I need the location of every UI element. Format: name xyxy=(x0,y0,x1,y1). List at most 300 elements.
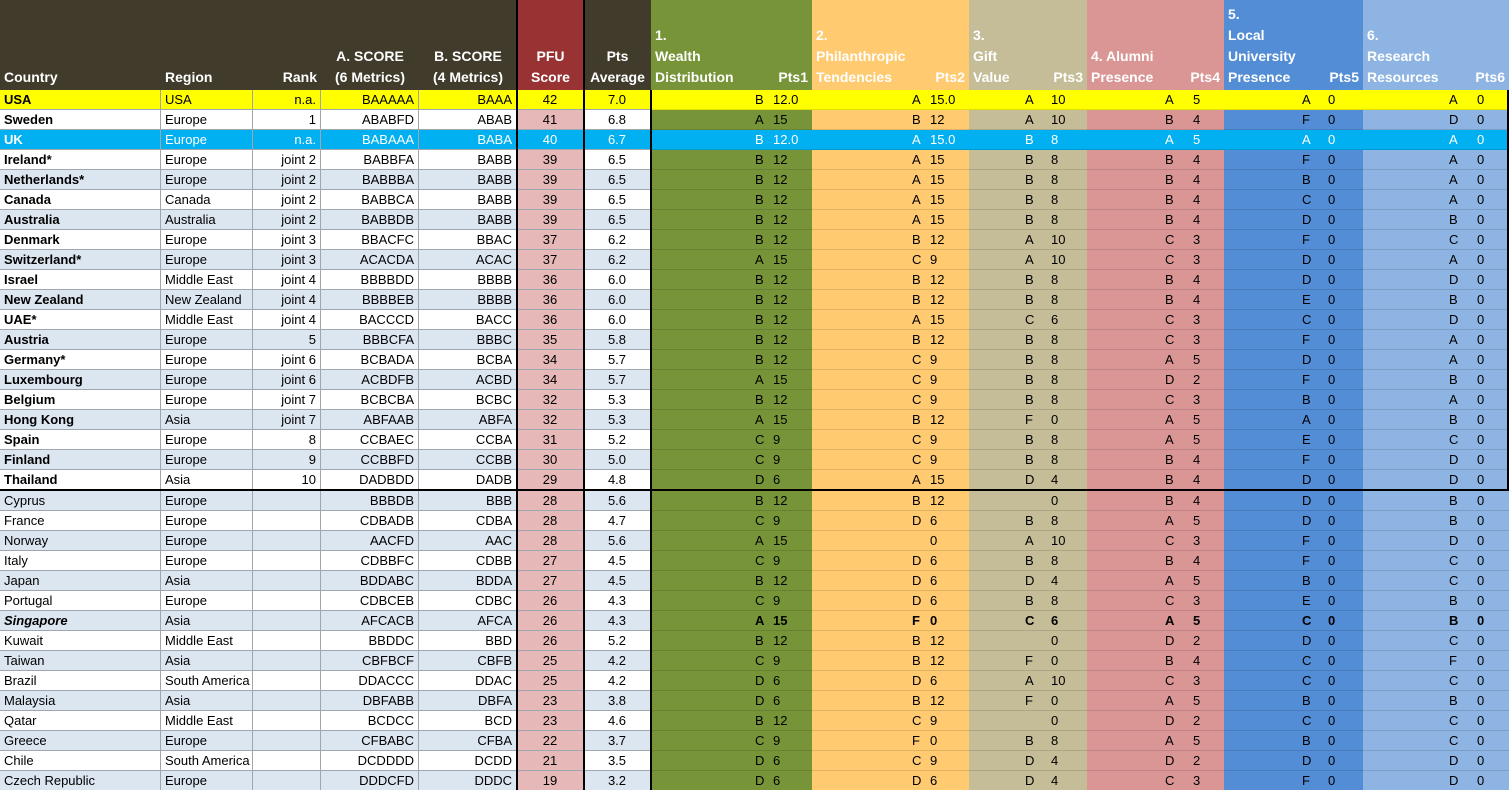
region-cell[interactable]: Asia xyxy=(161,691,253,711)
rank-cell[interactable]: joint 6 xyxy=(253,370,321,390)
local-university-grade[interactable]: C xyxy=(1302,673,1312,688)
score-b-cell[interactable]: CFBA xyxy=(419,731,517,751)
score-b-cell[interactable]: CCBA xyxy=(419,430,517,450)
alumni-grade[interactable]: D xyxy=(1165,633,1175,648)
pfu-score-cell[interactable]: 27 xyxy=(517,551,584,571)
country-cell[interactable]: Portugal xyxy=(0,591,161,611)
research-pts[interactable]: 0 xyxy=(1477,312,1485,327)
philanthropic-grade[interactable]: A xyxy=(912,152,921,167)
research-pts[interactable]: 0 xyxy=(1477,633,1485,648)
philanthropic-grade[interactable]: A xyxy=(912,472,921,487)
score-b-cell[interactable]: BBBC xyxy=(419,330,517,350)
rank-cell[interactable] xyxy=(253,671,321,691)
alumni-pts[interactable]: 5 xyxy=(1193,513,1201,528)
header-score-b[interactable]: B. SCORE (4 Metrics) xyxy=(419,0,517,90)
gift-pts[interactable]: 0 xyxy=(1051,653,1059,668)
gift-pts[interactable]: 8 xyxy=(1051,553,1059,568)
research-pts[interactable]: 0 xyxy=(1477,452,1485,467)
score-a-cell[interactable]: BDDABC xyxy=(321,571,419,591)
local-university-grade[interactable]: D xyxy=(1302,352,1312,367)
region-cell[interactable]: Europe xyxy=(161,491,253,511)
pts-average-cell[interactable]: 3.2 xyxy=(584,771,651,790)
alumni-grade[interactable]: C xyxy=(1165,332,1175,347)
philanthropic-pts[interactable]: 12 xyxy=(930,493,945,508)
score-b-cell[interactable]: BABB xyxy=(419,150,517,170)
gift-pts[interactable]: 0 xyxy=(1051,693,1059,708)
local-university-grade[interactable]: F xyxy=(1302,533,1310,548)
country-cell[interactable]: Brazil xyxy=(0,671,161,691)
gift-grade[interactable] xyxy=(1025,711,1039,731)
research-grade[interactable]: A xyxy=(1449,392,1458,407)
gift-grade[interactable]: B xyxy=(1025,192,1034,207)
pts-average-cell[interactable]: 5.6 xyxy=(584,491,651,511)
philanthropic-pts[interactable]: 15.0 xyxy=(930,132,956,147)
wealth-grade[interactable]: A xyxy=(755,252,764,267)
pfu-score-cell[interactable]: 28 xyxy=(517,511,584,531)
header-gift-value[interactable]: 3. Gift Value Pts3 xyxy=(969,0,1087,90)
research-pts[interactable]: 0 xyxy=(1477,553,1485,568)
gift-grade[interactable]: B xyxy=(1025,172,1034,187)
research-grade[interactable]: B xyxy=(1449,613,1459,628)
research-grade[interactable]: D xyxy=(1449,452,1459,467)
rank-cell[interactable]: joint 2 xyxy=(253,170,321,190)
pfu-score-cell[interactable]: 26 xyxy=(517,591,584,611)
score-a-cell[interactable]: BABBCA xyxy=(321,190,419,210)
research-grade[interactable]: A xyxy=(1449,172,1458,187)
pts-average-cell[interactable]: 6.0 xyxy=(584,270,651,290)
pfu-score-cell[interactable]: 32 xyxy=(517,390,584,410)
region-cell[interactable]: Europe xyxy=(161,390,253,410)
alumni-grade[interactable]: D xyxy=(1165,713,1175,728)
pts-average-cell[interactable]: 6.0 xyxy=(584,290,651,310)
score-a-cell[interactable]: ACACDA xyxy=(321,250,419,270)
research-pts[interactable]: 0 xyxy=(1477,493,1485,508)
philanthropic-pts[interactable]: 12 xyxy=(930,332,945,347)
country-cell[interactable]: Sweden xyxy=(0,110,161,130)
local-university-pts[interactable]: 0 xyxy=(1328,733,1336,748)
gift-grade[interactable]: B xyxy=(1025,272,1034,287)
region-cell[interactable]: Asia xyxy=(161,470,253,490)
alumni-pts[interactable]: 3 xyxy=(1193,533,1201,548)
research-pts[interactable]: 0 xyxy=(1477,653,1485,668)
research-grade[interactable]: B xyxy=(1449,372,1458,387)
wealth-pts[interactable]: 9 xyxy=(773,553,781,568)
gift-grade[interactable]: B xyxy=(1025,372,1034,387)
philanthropic-grade[interactable]: B xyxy=(912,292,921,307)
wealth-pts[interactable]: 12 xyxy=(773,493,788,508)
score-a-cell[interactable]: CCBBFD xyxy=(321,450,419,470)
gift-pts[interactable]: 4 xyxy=(1051,773,1059,788)
score-b-cell[interactable]: BABB xyxy=(419,170,517,190)
alumni-grade[interactable]: C xyxy=(1165,673,1175,688)
pts-average-cell[interactable]: 6.2 xyxy=(584,230,651,250)
research-pts[interactable]: 0 xyxy=(1477,192,1485,207)
local-university-pts[interactable]: 0 xyxy=(1328,633,1336,648)
region-cell[interactable]: New Zealand xyxy=(161,290,253,310)
gift-grade[interactable]: F xyxy=(1025,653,1033,668)
alumni-grade[interactable]: A xyxy=(1165,693,1174,708)
region-cell[interactable]: Europe xyxy=(161,551,253,571)
research-pts[interactable]: 0 xyxy=(1477,613,1485,628)
philanthropic-grade[interactable]: C xyxy=(912,753,922,768)
alumni-pts[interactable]: 2 xyxy=(1193,753,1201,768)
rank-cell[interactable] xyxy=(253,771,321,790)
pts-average-cell[interactable]: 5.2 xyxy=(584,430,651,450)
local-university-pts[interactable]: 0 xyxy=(1328,272,1336,287)
gift-pts[interactable]: 10 xyxy=(1051,232,1066,247)
region-cell[interactable]: Europe xyxy=(161,771,253,790)
local-university-grade[interactable]: E xyxy=(1302,432,1311,447)
wealth-grade[interactable]: B xyxy=(755,332,764,347)
research-pts[interactable]: 0 xyxy=(1477,412,1485,427)
score-a-cell[interactable]: BABBFA xyxy=(321,150,419,170)
alumni-pts[interactable]: 5 xyxy=(1193,432,1201,447)
score-a-cell[interactable]: ABFAAB xyxy=(321,410,419,430)
score-b-cell[interactable]: BABB xyxy=(419,210,517,230)
research-grade[interactable]: D xyxy=(1449,533,1459,548)
gift-grade[interactable]: A xyxy=(1025,673,1034,688)
gift-pts[interactable]: 0 xyxy=(1051,493,1059,508)
pfu-score-cell[interactable]: 26 xyxy=(517,631,584,651)
philanthropic-pts[interactable]: 12 xyxy=(930,653,945,668)
research-grade[interactable]: D xyxy=(1449,773,1459,788)
region-cell[interactable]: Europe xyxy=(161,591,253,611)
local-university-grade[interactable]: C xyxy=(1302,312,1312,327)
score-b-cell[interactable]: ABAB xyxy=(419,110,517,130)
research-grade[interactable]: B xyxy=(1449,292,1458,307)
wealth-pts[interactable]: 15 xyxy=(773,112,788,127)
philanthropic-grade[interactable]: B xyxy=(912,633,921,648)
research-pts[interactable]: 0 xyxy=(1477,352,1485,367)
philanthropic-pts[interactable]: 9 xyxy=(930,452,938,467)
country-cell[interactable]: Denmark xyxy=(0,230,161,250)
country-cell[interactable]: Chile xyxy=(0,751,161,771)
philanthropic-grade[interactable]: C xyxy=(912,352,922,367)
pts-average-cell[interactable]: 6.5 xyxy=(584,210,651,230)
gift-grade[interactable]: B xyxy=(1025,212,1034,227)
pfu-score-cell[interactable]: 28 xyxy=(517,531,584,551)
philanthropic-grade[interactable]: A xyxy=(912,212,921,227)
local-university-pts[interactable]: 0 xyxy=(1328,553,1336,568)
pfu-score-cell[interactable]: 26 xyxy=(517,611,584,631)
alumni-pts[interactable]: 3 xyxy=(1193,673,1201,688)
gift-grade[interactable]: C xyxy=(1025,613,1035,628)
header-pts-average[interactable]: Pts Average xyxy=(584,0,651,90)
pfu-score-cell[interactable]: 25 xyxy=(517,671,584,691)
pfu-score-cell[interactable]: 29 xyxy=(517,470,584,490)
research-pts[interactable]: 0 xyxy=(1477,392,1485,407)
score-a-cell[interactable]: CBFBCF xyxy=(321,651,419,671)
rank-cell[interactable] xyxy=(253,611,321,631)
philanthropic-grade[interactable]: B xyxy=(912,112,921,127)
research-grade[interactable]: D xyxy=(1449,472,1459,487)
alumni-pts[interactable]: 4 xyxy=(1193,653,1201,668)
local-university-grade[interactable]: F xyxy=(1302,232,1310,247)
local-university-pts[interactable]: 0 xyxy=(1328,472,1336,487)
pfu-score-cell[interactable]: 39 xyxy=(517,150,584,170)
score-b-cell[interactable]: BACC xyxy=(419,310,517,330)
research-pts[interactable]: 0 xyxy=(1477,432,1485,447)
philanthropic-grade[interactable]: B xyxy=(912,693,921,708)
wealth-grade[interactable]: C xyxy=(755,553,765,568)
wealth-grade[interactable]: B xyxy=(755,573,764,588)
score-a-cell[interactable]: AACFD xyxy=(321,531,419,551)
pts-average-cell[interactable]: 6.2 xyxy=(584,250,651,270)
rank-cell[interactable]: 1 xyxy=(253,110,321,130)
gift-grade[interactable]: B xyxy=(1025,553,1034,568)
wealth-grade[interactable]: B xyxy=(755,352,764,367)
alumni-grade[interactable]: A xyxy=(1165,352,1174,367)
alumni-pts[interactable]: 4 xyxy=(1193,272,1201,287)
wealth-pts[interactable]: 12 xyxy=(773,212,788,227)
pfu-score-cell[interactable]: 41 xyxy=(517,110,584,130)
philanthropic-grade[interactable]: D xyxy=(912,573,922,588)
score-b-cell[interactable]: CBFB xyxy=(419,651,517,671)
header-rank[interactable]: Rank xyxy=(253,0,321,90)
philanthropic-grade[interactable]: A xyxy=(912,92,921,107)
local-university-grade[interactable]: B xyxy=(1302,733,1311,748)
philanthropic-pts[interactable]: 0 xyxy=(930,733,938,748)
research-grade[interactable]: C xyxy=(1449,733,1459,748)
local-university-grade[interactable]: D xyxy=(1302,633,1312,648)
wealth-grade[interactable]: A xyxy=(755,533,764,548)
research-grade[interactable]: A xyxy=(1449,332,1458,347)
region-cell[interactable]: Europe xyxy=(161,330,253,350)
local-university-grade[interactable]: D xyxy=(1302,493,1312,508)
research-grade[interactable]: C xyxy=(1449,713,1459,728)
local-university-pts[interactable]: 0 xyxy=(1328,92,1336,107)
local-university-grade[interactable]: F xyxy=(1302,152,1310,167)
rank-cell[interactable] xyxy=(253,631,321,651)
country-cell[interactable]: USA xyxy=(0,90,161,110)
gift-pts[interactable]: 8 xyxy=(1051,272,1059,287)
alumni-grade[interactable]: B xyxy=(1165,112,1174,127)
score-a-cell[interactable]: ABABFD xyxy=(321,110,419,130)
research-grade[interactable]: D xyxy=(1449,312,1459,327)
gift-grade[interactable]: D xyxy=(1025,773,1035,788)
region-cell[interactable]: Europe xyxy=(161,450,253,470)
local-university-pts[interactable]: 0 xyxy=(1328,392,1336,407)
research-grade[interactable]: D xyxy=(1449,272,1459,287)
philanthropic-pts[interactable]: 15 xyxy=(930,192,945,207)
local-university-grade[interactable]: C xyxy=(1302,613,1312,628)
country-cell[interactable]: Israel xyxy=(0,270,161,290)
alumni-grade[interactable]: A xyxy=(1165,92,1174,107)
wealth-pts[interactable]: 15 xyxy=(773,412,788,427)
alumni-grade[interactable]: B xyxy=(1165,172,1174,187)
score-a-cell[interactable]: BCDCC xyxy=(321,711,419,731)
gift-pts[interactable]: 10 xyxy=(1051,112,1066,127)
score-a-cell[interactable]: CCBAEC xyxy=(321,430,419,450)
rank-cell[interactable]: joint 2 xyxy=(253,150,321,170)
local-university-grade[interactable]: F xyxy=(1302,773,1310,788)
wealth-pts[interactable]: 12 xyxy=(773,292,788,307)
research-pts[interactable]: 0 xyxy=(1477,513,1485,528)
country-cell[interactable]: Canada xyxy=(0,190,161,210)
score-a-cell[interactable]: BBDDC xyxy=(321,631,419,651)
local-university-grade[interactable]: B xyxy=(1302,693,1311,708)
score-b-cell[interactable]: BCBC xyxy=(419,390,517,410)
research-pts[interactable]: 0 xyxy=(1477,733,1485,748)
alumni-grade[interactable]: A xyxy=(1165,412,1174,427)
gift-pts[interactable]: 4 xyxy=(1051,573,1059,588)
local-university-pts[interactable]: 0 xyxy=(1328,132,1336,147)
wealth-grade[interactable]: B xyxy=(755,192,764,207)
region-cell[interactable]: Europe xyxy=(161,511,253,531)
local-university-grade[interactable]: E xyxy=(1302,292,1311,307)
pts-average-cell[interactable]: 4.5 xyxy=(584,571,651,591)
local-university-pts[interactable]: 0 xyxy=(1328,312,1336,327)
wealth-pts[interactable]: 15 xyxy=(773,372,788,387)
pfu-score-cell[interactable]: 39 xyxy=(517,210,584,230)
local-university-pts[interactable]: 0 xyxy=(1328,332,1336,347)
philanthropic-grade[interactable]: A xyxy=(912,312,921,327)
wealth-grade[interactable]: A xyxy=(755,372,764,387)
local-university-grade[interactable]: D xyxy=(1302,252,1312,267)
score-a-cell[interactable]: BACCCD xyxy=(321,310,419,330)
pts-average-cell[interactable]: 5.7 xyxy=(584,370,651,390)
pts-average-cell[interactable]: 4.6 xyxy=(584,711,651,731)
pts-average-cell[interactable]: 5.0 xyxy=(584,450,651,470)
country-cell[interactable]: Cyprus xyxy=(0,491,161,511)
country-cell[interactable]: Hong Kong xyxy=(0,410,161,430)
rank-cell[interactable] xyxy=(253,511,321,531)
local-university-grade[interactable]: B xyxy=(1302,573,1311,588)
alumni-pts[interactable]: 3 xyxy=(1193,593,1201,608)
local-university-grade[interactable]: D xyxy=(1302,472,1312,487)
gift-grade[interactable]: D xyxy=(1025,753,1035,768)
score-b-cell[interactable]: BABA xyxy=(419,130,517,150)
research-pts[interactable]: 0 xyxy=(1477,713,1485,728)
score-a-cell[interactable]: BBBBEB xyxy=(321,290,419,310)
score-b-cell[interactable]: DADB xyxy=(419,470,517,490)
gift-grade[interactable]: B xyxy=(1025,733,1034,748)
country-cell[interactable]: Singapore xyxy=(0,611,161,631)
header-philanthropic-tendencies[interactable]: 2. Philanthropic Tendencies Pts2 xyxy=(812,0,969,90)
wealth-grade[interactable]: C xyxy=(755,733,765,748)
score-a-cell[interactable]: BBBCFA xyxy=(321,330,419,350)
gift-grade[interactable]: D xyxy=(1025,472,1035,487)
alumni-pts[interactable]: 5 xyxy=(1193,733,1201,748)
score-a-cell[interactable]: DDACCC xyxy=(321,671,419,691)
alumni-pts[interactable]: 5 xyxy=(1193,693,1201,708)
rank-cell[interactable]: joint 3 xyxy=(253,230,321,250)
gift-pts[interactable]: 8 xyxy=(1051,152,1059,167)
local-university-pts[interactable]: 0 xyxy=(1328,693,1336,708)
score-b-cell[interactable]: DDDC xyxy=(419,771,517,790)
wealth-pts[interactable]: 9 xyxy=(773,452,781,467)
rank-cell[interactable] xyxy=(253,751,321,771)
pts-average-cell[interactable]: 6.0 xyxy=(584,310,651,330)
philanthropic-grade[interactable]: D xyxy=(912,773,922,788)
philanthropic-pts[interactable]: 12 xyxy=(930,112,945,127)
gift-pts[interactable]: 8 xyxy=(1051,352,1059,367)
wealth-pts[interactable]: 12 xyxy=(773,573,788,588)
wealth-grade[interactable]: A xyxy=(755,412,764,427)
country-cell[interactable]: Finland xyxy=(0,450,161,470)
local-university-pts[interactable]: 0 xyxy=(1328,593,1336,608)
research-grade[interactable]: B xyxy=(1449,693,1458,708)
alumni-grade[interactable]: C xyxy=(1165,312,1175,327)
score-a-cell[interactable]: BAAAAA xyxy=(321,90,419,110)
gift-grade[interactable]: A xyxy=(1025,92,1034,107)
gift-pts[interactable]: 6 xyxy=(1051,613,1059,628)
local-university-grade[interactable]: D xyxy=(1302,753,1312,768)
gift-grade[interactable]: C xyxy=(1025,312,1035,327)
score-b-cell[interactable]: CCBB xyxy=(419,450,517,470)
philanthropic-grade[interactable]: D xyxy=(912,593,922,608)
wealth-pts[interactable]: 6 xyxy=(773,693,781,708)
country-cell[interactable]: Germany* xyxy=(0,350,161,370)
score-a-cell[interactable]: DCDDDD xyxy=(321,751,419,771)
pfu-score-cell[interactable]: 30 xyxy=(517,450,584,470)
research-pts[interactable]: 0 xyxy=(1477,472,1485,487)
local-university-grade[interactable]: C xyxy=(1302,192,1312,207)
philanthropic-pts[interactable]: 6 xyxy=(930,513,938,528)
philanthropic-grade[interactable]: C xyxy=(912,452,922,467)
philanthropic-pts[interactable]: 6 xyxy=(930,773,938,788)
pts-average-cell[interactable]: 3.7 xyxy=(584,731,651,751)
wealth-grade[interactable]: C xyxy=(755,593,765,608)
pfu-score-cell[interactable]: 36 xyxy=(517,270,584,290)
pts-average-cell[interactable]: 5.8 xyxy=(584,330,651,350)
research-grade[interactable]: B xyxy=(1449,513,1458,528)
philanthropic-grade[interactable]: F xyxy=(912,613,920,628)
gift-pts[interactable]: 8 xyxy=(1051,292,1059,307)
region-cell[interactable]: South America xyxy=(161,751,253,771)
pts-average-cell[interactable]: 6.5 xyxy=(584,170,651,190)
alumni-pts[interactable]: 2 xyxy=(1193,372,1201,387)
pfu-score-cell[interactable]: 37 xyxy=(517,250,584,270)
pfu-score-cell[interactable]: 35 xyxy=(517,330,584,350)
philanthropic-grade[interactable]: C xyxy=(912,713,922,728)
alumni-grade[interactable]: A xyxy=(1165,432,1174,447)
pts-average-cell[interactable]: 6.5 xyxy=(584,190,651,210)
region-cell[interactable]: Asia xyxy=(161,410,253,430)
local-university-pts[interactable]: 0 xyxy=(1328,212,1336,227)
alumni-grade[interactable]: A xyxy=(1165,513,1174,528)
philanthropic-grade[interactable]: B xyxy=(912,332,921,347)
local-university-pts[interactable]: 0 xyxy=(1328,152,1336,167)
rank-cell[interactable]: joint 7 xyxy=(253,410,321,430)
philanthropic-grade[interactable] xyxy=(912,531,926,551)
local-university-pts[interactable]: 0 xyxy=(1328,432,1336,447)
wealth-grade[interactable]: D xyxy=(755,693,765,708)
research-pts[interactable]: 0 xyxy=(1477,212,1485,227)
score-b-cell[interactable]: BCD xyxy=(419,711,517,731)
score-a-cell[interactable]: CDBCEB xyxy=(321,591,419,611)
philanthropic-grade[interactable]: C xyxy=(912,372,922,387)
gift-grade[interactable] xyxy=(1025,491,1039,511)
wealth-pts[interactable]: 12.0 xyxy=(773,132,799,147)
wealth-pts[interactable]: 12 xyxy=(773,352,788,367)
score-b-cell[interactable]: BDDA xyxy=(419,571,517,591)
header-region[interactable]: Region xyxy=(161,0,253,90)
rank-cell[interactable]: joint 4 xyxy=(253,270,321,290)
gift-pts[interactable]: 10 xyxy=(1051,92,1066,107)
country-cell[interactable]: Australia xyxy=(0,210,161,230)
score-b-cell[interactable]: ACAC xyxy=(419,250,517,270)
score-b-cell[interactable]: ABFA xyxy=(419,410,517,430)
wealth-pts[interactable]: 15 xyxy=(773,252,788,267)
pfu-score-cell[interactable]: 32 xyxy=(517,410,584,430)
research-pts[interactable]: 0 xyxy=(1477,573,1485,588)
wealth-pts[interactable]: 6 xyxy=(773,472,781,487)
local-university-grade[interactable]: F xyxy=(1302,372,1310,387)
score-a-cell[interactable]: CFBABC xyxy=(321,731,419,751)
gift-grade[interactable]: B xyxy=(1025,292,1034,307)
local-university-pts[interactable]: 0 xyxy=(1328,252,1336,267)
